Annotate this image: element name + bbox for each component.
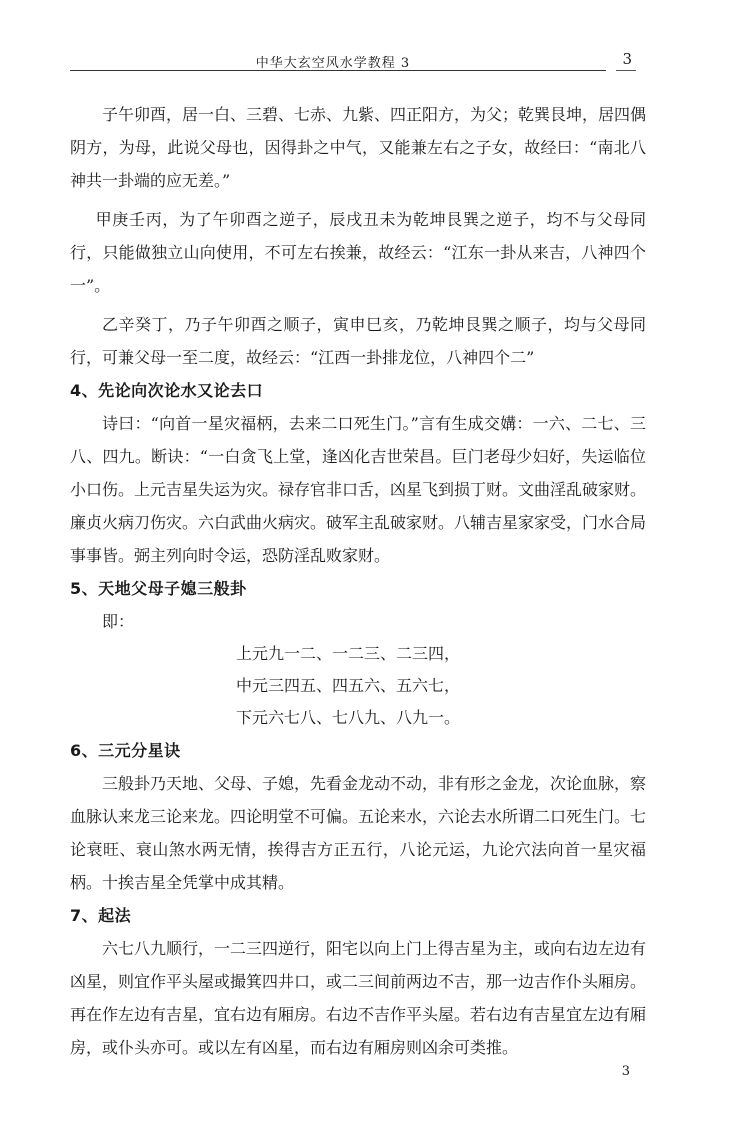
header-title: 中华大玄空风水学教程 3	[255, 56, 411, 71]
section-heading-6: 6、三元分星诀	[70, 741, 181, 760]
paragraph-forward-sons: 乙辛癸丁，乃子午卯酉之顺子，寅申巳亥，乃乾坤艮巽之顺子，均与父母同行，可兼父母一至二度，故经云：“江西一卦排龙位，八神四个二”	[70, 315, 646, 367]
verse-line-middle: 中元三四五、四五六、五六七，	[236, 676, 461, 695]
section-heading-7: 7、起法	[70, 906, 132, 925]
paragraph-parents: 子午卯酉，居一白、三碧、七赤、九紫、四正阳方，为父；乾巽艮坤，居四偶阴方，为母，此说父母也，因得卦之中气，又能兼左右之子女，故经曰：“南北八神共一卦端的应无差。”	[70, 105, 647, 190]
header-page-number: 3	[622, 50, 632, 68]
paragraph-reverse-sons: 甲庚壬丙，为了午卯酉之逆子，辰戌丑未为乾坤艮巽之逆子，均不与父母同行，只能做独立山向使用，不可左右挨兼，故经云：“江东一卦从来吉，八神四个一”。	[70, 210, 646, 295]
section-7-text: 六七八九顺行，一二三四逆行，阳宅以向上门上得吉星为主，或向右边左边有凶星，则宜作平头屋或撮箕四井口，或二三间前两边不吉，那一边吉作仆头厢房。再在作左边有吉星，宜右边有厢房。右边不吉作平头屋。若右边有吉星宜左边有厢房，或仆头亦可。或以左有凶星，而右边有厢房则凶余可类推。	[70, 939, 647, 1057]
verse-line-lower: 下元六七八、七八九、八九一。	[236, 708, 461, 727]
section-heading-4: 4、先论向次论水又论去口	[70, 381, 264, 400]
verse-block	[70, 638, 646, 734]
section-5-intro: 即：	[102, 612, 135, 631]
page-content	[70, 98, 646, 1064]
page-header	[70, 50, 636, 74]
header-rule	[70, 70, 606, 71]
verse-line-upper: 上元九一二、一二三、二三四，	[236, 644, 461, 663]
footer-page-number: 3	[621, 1064, 630, 1079]
section-4-text: 诗曰：“向首一星灾福柄，去来二口死生门。”言有生成交媾：一六、二七、三八、四九。断诀：“一白贪飞上堂，逢凶化吉世荣昌。巨门老母少妇好，失运临位小口伤。上元吉星失运为灾。禄存官非口舌，凶星飞到损丁财。文曲淫乱破家财。廉贞火病刀伤灾。六白武曲火病灾。破军主乱破家财。八辅吉星家家受，门水合局事事皆。弼主列向时令运，恐防淫乱败家财。	[70, 414, 647, 565]
section-heading-5: 5、天地父母子媳三般卦	[70, 579, 247, 598]
header-rule-right	[616, 70, 636, 71]
section-6-text: 三般卦乃天地、父母、子媳，先看金龙动不动，非有形之金龙，次论血脉，察血脉认来龙三论来龙。四论明堂不可偏。五论来水，六论去水所谓二口死生门。七论衰旺、衰山煞水两无情，挨得吉方正五行，八论元运，九论穴法向首一星灾福柄。十挨吉星全凭掌中成其精。	[70, 774, 647, 892]
